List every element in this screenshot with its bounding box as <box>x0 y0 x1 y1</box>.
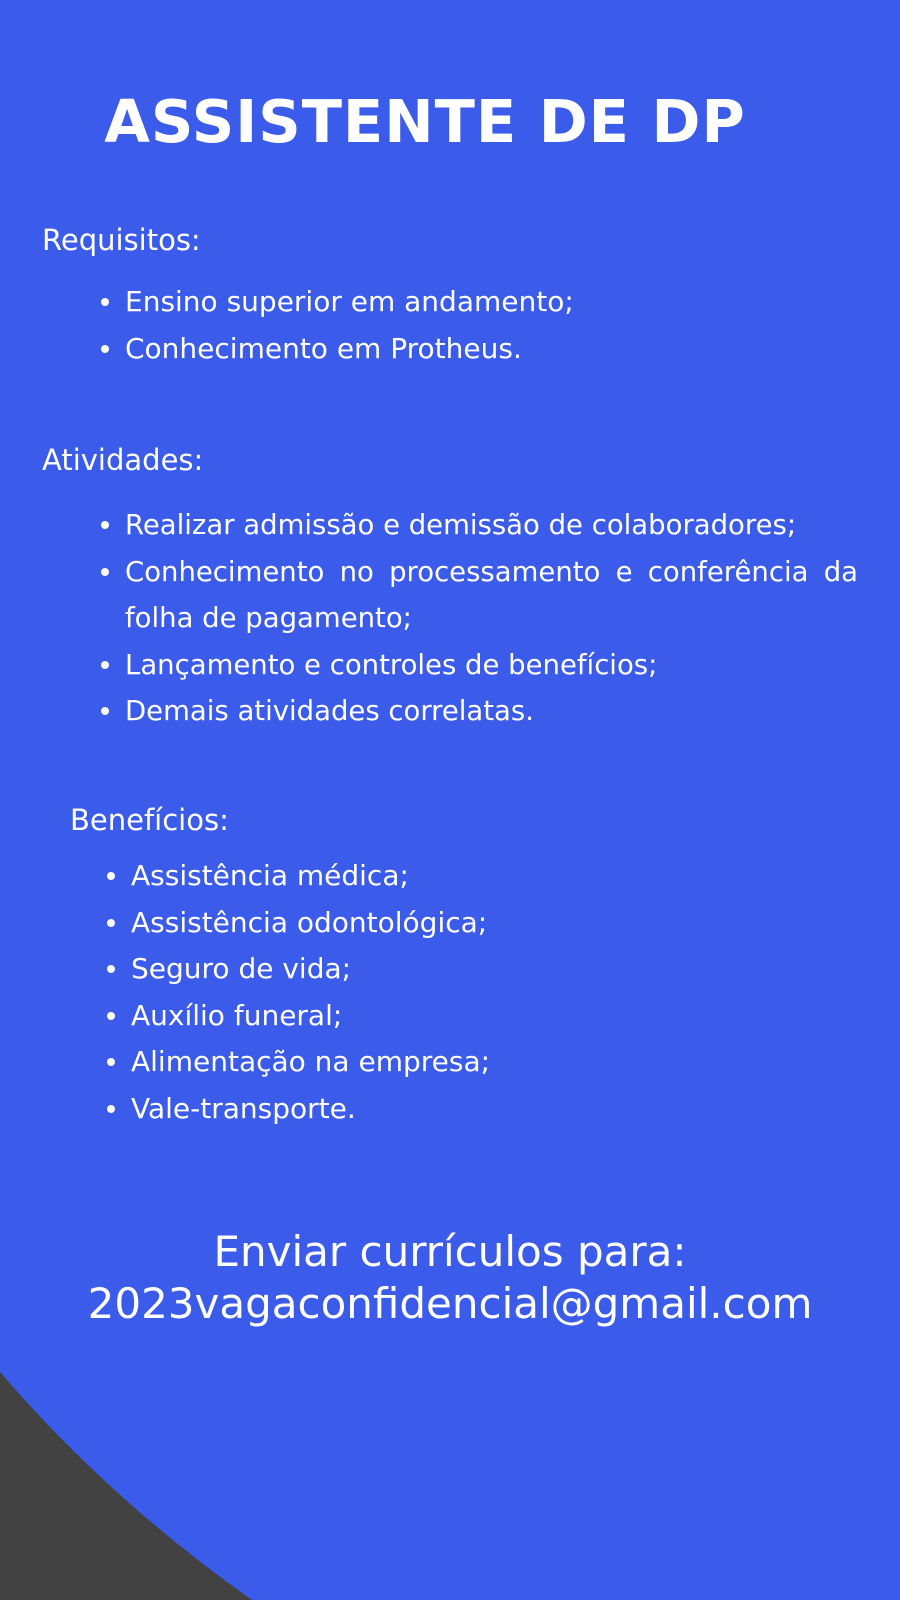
bullet-icon <box>107 1012 115 1020</box>
bullet-icon <box>107 1058 115 1066</box>
list-item-text: Seguro de vida; <box>131 952 352 985</box>
list-item-text: Conhecimento em Protheus. <box>125 331 522 365</box>
list-item <box>98 326 858 373</box>
bullet-icon <box>107 1105 115 1113</box>
page-title: ASSISTENTE DE DP <box>104 87 746 156</box>
list-item <box>98 279 858 326</box>
bullet-icon <box>101 298 109 306</box>
list-item-text: Auxílio funeral; <box>131 998 343 1032</box>
list-item <box>104 853 804 900</box>
list-item-text: Conhecimento no processamento e conferência da folha de pagamento; <box>125 555 858 634</box>
list-item-text: Vale-transporte. <box>131 1091 356 1125</box>
list-item-text: Assistência odontológica; <box>131 905 488 939</box>
list-item <box>98 688 858 735</box>
list-item-text: Realizar admissão e demissão de colaboradores; <box>125 509 797 541</box>
requisitos-list <box>98 279 858 372</box>
contact-email[interactable]: 2023vagaconfidencial@gmail.com <box>87 1279 813 1328</box>
list-item <box>98 549 858 642</box>
list-item <box>98 642 858 689</box>
list-item <box>104 993 804 1040</box>
bullet-icon <box>101 707 109 715</box>
list-item-text: Alimentação na empresa; <box>131 1045 491 1078</box>
bullet-icon <box>101 568 109 576</box>
bullet-icon <box>101 345 109 353</box>
list-item <box>104 1039 804 1086</box>
bullet-icon <box>107 965 115 973</box>
beneficios-heading: Benefícios: <box>70 803 229 837</box>
list-item-text: Ensino superior em andamento; <box>125 285 574 318</box>
list-item-text: Demais atividades correlatas. <box>125 695 534 727</box>
atividades-list <box>98 502 858 735</box>
atividades-heading: Atividades: <box>42 443 204 477</box>
corner-decoration-shape <box>0 1372 252 1600</box>
bullet-icon <box>107 872 115 880</box>
list-item-text: Assistência médica; <box>131 859 409 892</box>
list-item-text: Lançamento e controles de benefícios; <box>125 648 658 681</box>
contact-label: Enviar currículos para: <box>213 1227 687 1276</box>
bullet-icon <box>101 521 109 529</box>
list-item <box>104 946 804 993</box>
bullet-icon <box>101 661 109 669</box>
list-item <box>104 1086 804 1133</box>
list-item <box>104 900 804 947</box>
bullet-icon <box>107 919 115 927</box>
requisitos-heading: Requisitos: <box>42 223 201 257</box>
beneficios-list <box>104 853 804 1132</box>
list-item <box>98 502 858 549</box>
